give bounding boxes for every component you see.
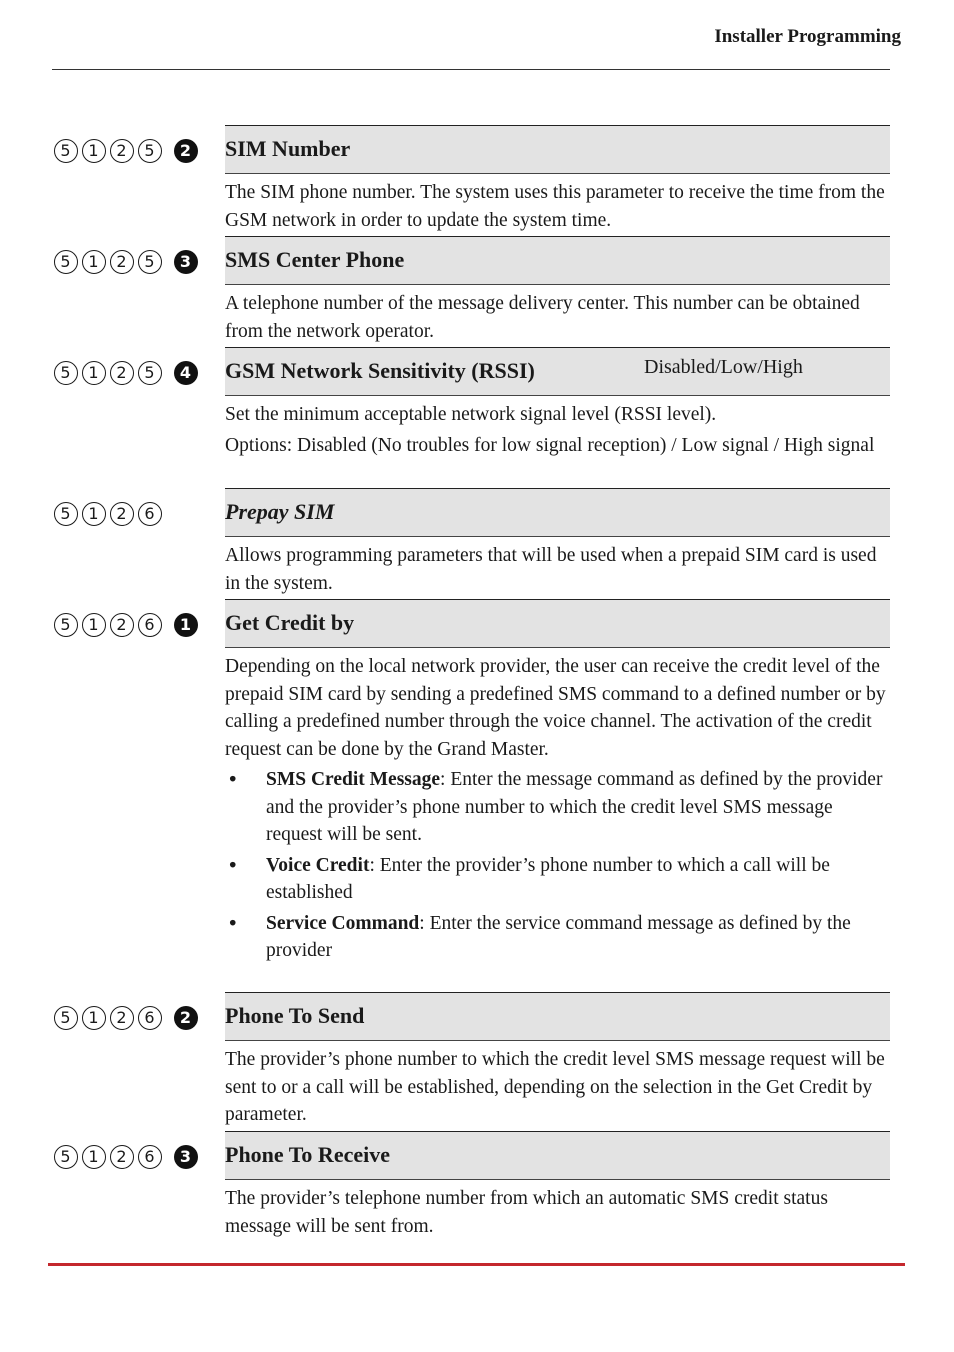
code-digit: 5 — [54, 1006, 78, 1030]
description-paragraph: The SIM phone number. The system uses this parameter to receive the time from the GSM network in order to update the system time. — [225, 182, 885, 231]
code-digit: 2 — [110, 1145, 134, 1169]
code-digit: 1 — [82, 361, 106, 385]
code-digit: 1 — [82, 1145, 106, 1169]
description-paragraph: Options: Disabled (No troubles for low signal reception) / Low signal / High signal — [225, 434, 875, 456]
section-title: Phone To Send — [225, 1003, 365, 1028]
section-description — [225, 290, 890, 345]
description-paragraph: The provider’s telephone number from which an automatic SMS credit status message will be sent from. — [225, 1188, 828, 1237]
section-title-bar — [225, 347, 890, 396]
code-bullet: 3 — [174, 250, 198, 274]
code-digit: 2 — [110, 1006, 134, 1030]
section-title-bar — [225, 236, 890, 285]
section-description — [225, 1046, 890, 1129]
code-digit: 5 — [138, 361, 162, 385]
code-digit: 5 — [54, 613, 78, 637]
code-digit: 2 — [110, 502, 134, 526]
bullet-list — [225, 766, 890, 965]
code-bullet: 3 — [174, 1145, 198, 1169]
description-paragraph: Allows programming parameters that will be used when a prepaid SIM card is used in the system. — [225, 545, 877, 594]
section-options: Disabled/Low/High — [644, 356, 803, 378]
footer-divider — [48, 1263, 905, 1266]
code-bullet: 1 — [174, 613, 198, 637]
list-item — [225, 852, 890, 907]
code-bullet: 2 — [174, 1006, 198, 1030]
page-header-title: Installer Programming — [714, 26, 901, 47]
description-paragraph: The provider’s phone number to which the credit level SMS message request will be sent to or a call will be established, depending on the selection in the Get Credit by parameter. — [225, 1049, 885, 1125]
key-code — [54, 611, 198, 637]
list-item-term: Service Command — [266, 912, 420, 934]
code-digit: 2 — [110, 613, 134, 637]
list-item — [225, 910, 890, 965]
section-title: Get Credit by — [225, 610, 355, 635]
code-digit: 2 — [110, 139, 134, 163]
code-bullet: 4 — [174, 361, 198, 385]
code-digit: 1 — [82, 613, 106, 637]
section-description — [225, 179, 890, 234]
key-code — [54, 1143, 198, 1169]
section-description — [225, 542, 890, 597]
key-code — [54, 137, 198, 163]
description-paragraph: A telephone number of the message delivery center. This number can be obtained from the network operator. — [225, 293, 860, 342]
section-title-bar — [225, 488, 890, 537]
section-title-bar — [225, 599, 890, 648]
key-code — [54, 359, 198, 385]
section-title-bar — [225, 1131, 890, 1180]
section-description — [225, 1185, 890, 1240]
header-divider — [52, 69, 890, 70]
section-title: Prepay SIM — [225, 499, 335, 524]
code-digit: 6 — [138, 502, 162, 526]
section-title: Phone To Receive — [225, 1142, 390, 1167]
code-digit: 5 — [138, 250, 162, 274]
code-digit: 5 — [138, 139, 162, 163]
section-title: GSM Network Sensitivity (RSSI) — [225, 358, 535, 383]
code-digit: 6 — [138, 613, 162, 637]
key-code — [54, 1004, 198, 1030]
description-paragraph: Set the minimum acceptable network signal level (RSSI level). — [225, 404, 717, 425]
list-item-term: Voice Credit — [266, 854, 370, 876]
section-description — [225, 653, 890, 965]
list-item-term: SMS Credit Message — [266, 769, 441, 790]
code-digit: 6 — [138, 1145, 162, 1169]
section-title-bar — [225, 992, 890, 1041]
code-digit: 5 — [54, 250, 78, 274]
list-item-text: : Enter the provider’s phone number to which a call will be established — [266, 854, 830, 903]
code-digit: 5 — [54, 1145, 78, 1169]
section-title: SMS Center Phone — [225, 247, 405, 272]
key-code — [54, 248, 198, 274]
code-digit: 5 — [54, 139, 78, 163]
section-title: SIM Number — [225, 136, 351, 161]
code-digit: 2 — [110, 361, 134, 385]
code-digit: 6 — [138, 1006, 162, 1030]
key-code — [54, 500, 166, 526]
list-item-text: : Enter the service command message as defined by the provider — [266, 912, 851, 961]
code-bullet: 2 — [174, 139, 198, 163]
code-digit: 2 — [110, 250, 134, 274]
description-paragraph: Depending on the local network provider, the user can receive the credit level of the prepaid SIM card by sending a predefined SMS command to a defined number or by calling a predefined number through the voice channel. The activation of the credit request can be done by the Grand Master. — [225, 656, 886, 760]
code-digit: 1 — [82, 502, 106, 526]
list-item — [225, 766, 890, 849]
section-title-bar — [225, 125, 890, 174]
code-digit: 1 — [82, 139, 106, 163]
code-digit: 5 — [54, 502, 78, 526]
code-digit: 5 — [54, 361, 78, 385]
code-digit: 1 — [82, 250, 106, 274]
code-digit: 1 — [82, 1006, 106, 1030]
list-item-text: : Enter the message command as defined by the provider and the provider’s phone number to which the credit level SMS message request will be sent. — [266, 769, 883, 845]
section-description — [225, 401, 890, 459]
